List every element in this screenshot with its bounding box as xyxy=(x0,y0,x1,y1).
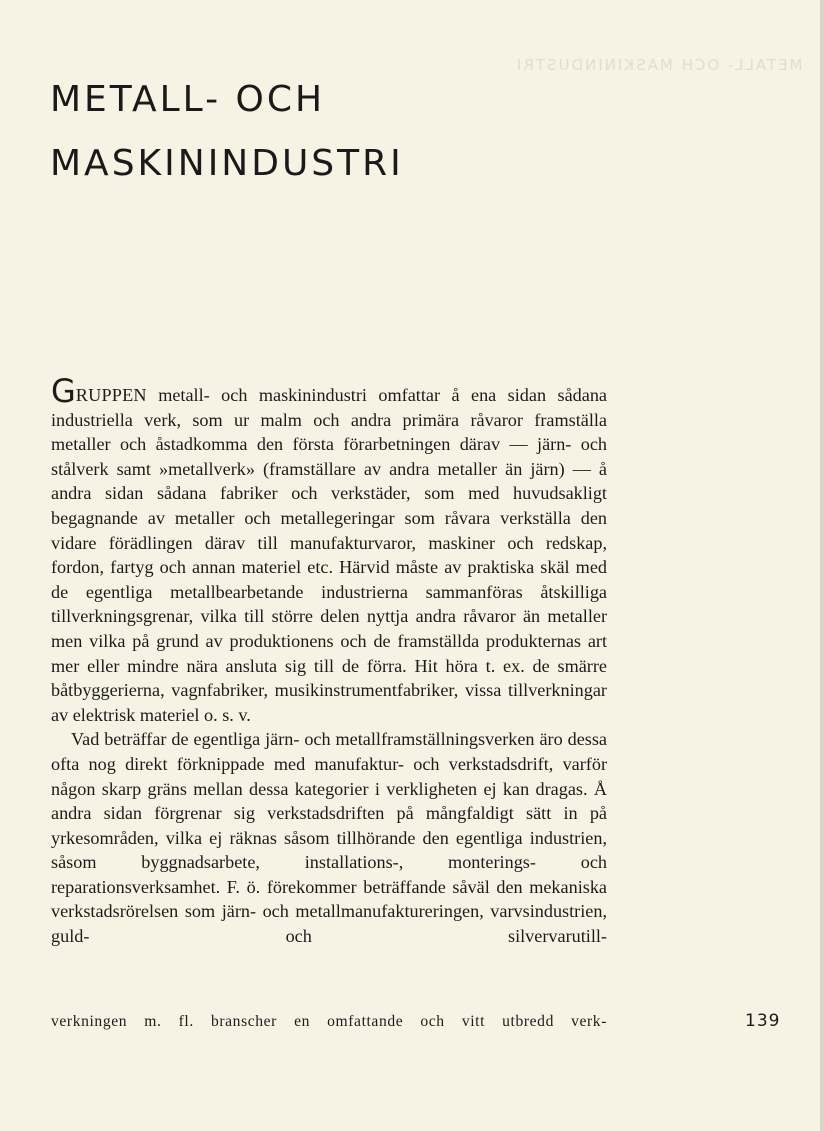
page-number: 139 xyxy=(745,1011,781,1031)
paragraph-1-text: metall- och maskinindustri omfattar å ena sidan sådana industriella verk, som ur malm och andra primära råvaror framställa metaller och åstadkomma den första förarbetningen därav — järn- och stålverk samt »metallverk» (framställare av andra metaller än järn) — å andra sidan sådana fabriker och verkstäder, som med huvudsakligt begagnande av metaller och metallegeringar som råvara verkställa den vidare förädlingen därav till manufakturvaror, maskiner och redskap, fordon, fartyg och annan materiel etc. Härvid måste av praktiska skäl med de egentliga metallbearbetande industrierna sammanföras åtskilliga tillverkningsgrenar, vilka till större delen nyttja andra råvaror än metaller men vilka på grund av produktionens och de framställda produkternas art mer eller mindre nära ansluta sig till de förra. Hit höra t. ex. de smärre båtbyggerierna, vagnfabriker, musikinstrumentfabriker, vissa tillverkningar av elektrisk materiel o. s. v. xyxy=(51,385,607,725)
footer-line: verkningen m. fl. branscher en omfattande och vitt utbredd verk- xyxy=(51,1013,607,1030)
paragraph-1 xyxy=(51,372,607,727)
page-title xyxy=(50,68,404,196)
page-title-line-1: METALL- OCH xyxy=(50,79,326,120)
paragraph-2: Vad beträffar de egentliga järn- och metallframställningsverken äro dessa ofta nog direkt förknippade med manufaktur- och verkstadsdrift, varför någon skarp gräns mellan dessa kategorier i verkligheten ej kan dragas. Å andra sidan förgrenar sig verkstadsdriften på mångfaldigt sätt in på yrkesområden, vilka ej räknas såsom tillhörande den egentliga industrien, såsom byggnadsarbete, installations-, monterings- och reparationsverksamhet. F. ö. förekommer beträffande såväl den mekaniska verkstadsrörelsen som järn- och metallmanufaktureringen, varvsindustrien, guld- och silvervarutill- xyxy=(51,729,607,947)
small-caps-word: RUPPEN xyxy=(75,385,147,405)
page-title-line-2: MASKININDUSTRI xyxy=(50,143,404,184)
body-text xyxy=(51,372,607,949)
bleed-through-text: METALL- OCH MASKININDUSTRI xyxy=(515,56,803,74)
drop-cap: G xyxy=(51,372,76,410)
